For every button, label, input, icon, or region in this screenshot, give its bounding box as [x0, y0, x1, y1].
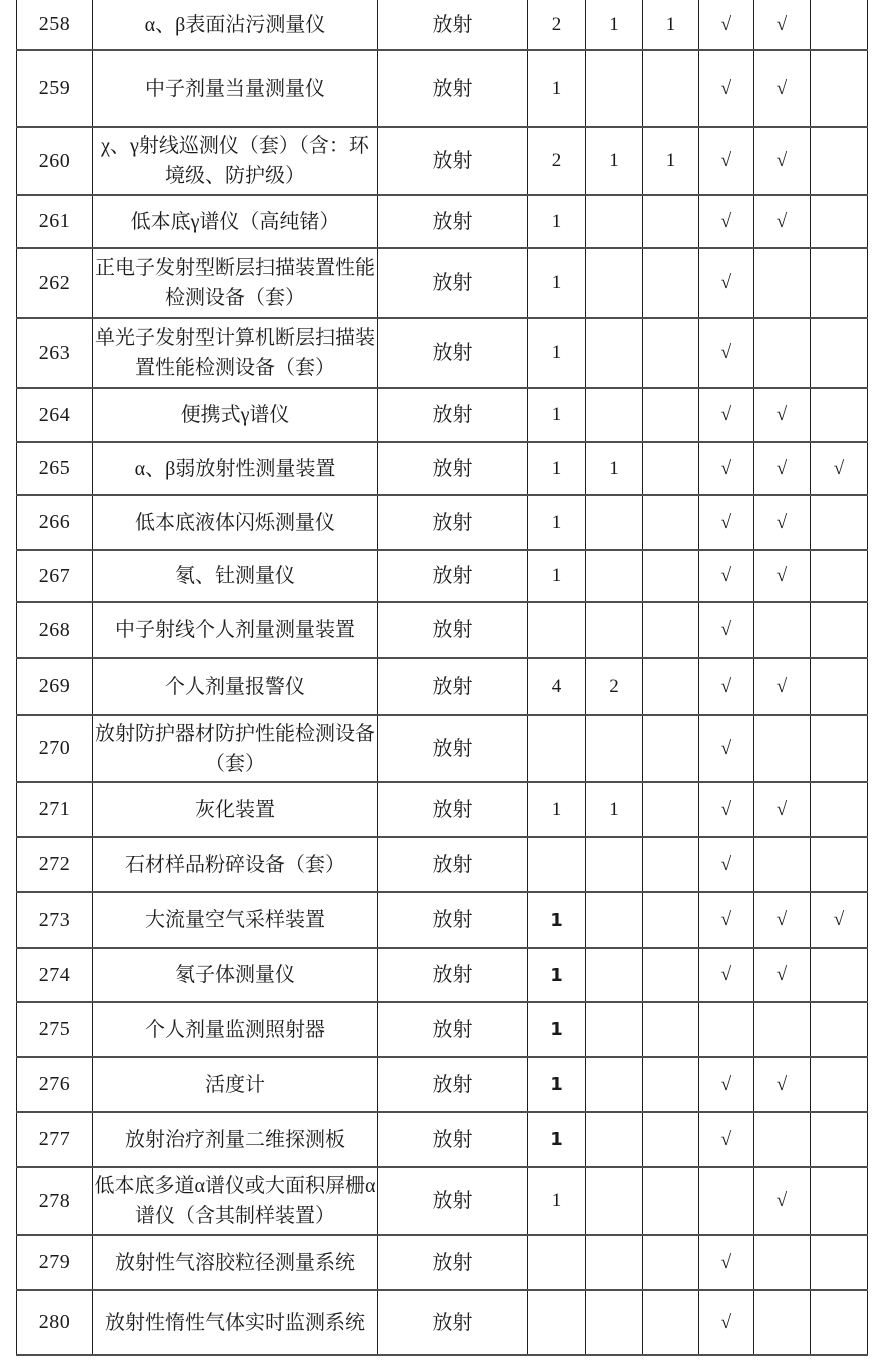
cell-check-1: √ — [699, 1290, 754, 1355]
cell-check-1: √ — [699, 948, 754, 1002]
table-row — [17, 50, 868, 127]
cell-equipment-name: α、β弱放射性测量装置 — [93, 442, 378, 495]
cell-check-2: √ — [754, 658, 811, 715]
cell-check-1: √ — [699, 550, 754, 602]
cell-quantity-2 — [586, 602, 643, 658]
cell-quantity-3 — [643, 948, 699, 1002]
cell-check-2 — [754, 1235, 811, 1290]
cell-category: 放射 — [378, 837, 528, 892]
cell-equipment-name: 石材样品粉碎设备（套） — [93, 837, 378, 892]
cell-check-1: √ — [699, 50, 754, 127]
cell-equipment-name: 放射性惰性气体实时监测系统 — [93, 1290, 378, 1355]
cell-equipment-name: 氡、钍测量仪 — [93, 550, 378, 602]
cell-check-2: √ — [754, 782, 811, 837]
cell-check-1: √ — [699, 1235, 754, 1290]
cell-check-2 — [754, 248, 811, 318]
cell-check-1: √ — [699, 127, 754, 195]
cell-check-2 — [754, 1002, 811, 1057]
cell-check-2 — [754, 602, 811, 658]
cell-quantity-3 — [643, 837, 699, 892]
cell-quantity-1: 1 — [528, 495, 586, 550]
cell-check-1: √ — [699, 442, 754, 495]
cell-quantity-2 — [586, 388, 643, 442]
table-row — [17, 837, 868, 892]
cell-check-3 — [811, 1057, 868, 1112]
cell-check-1: √ — [699, 837, 754, 892]
cell-quantity-2 — [586, 1112, 643, 1167]
cell-check-3 — [811, 1167, 868, 1235]
cell-category: 放射 — [378, 127, 528, 195]
cell-check-3: √ — [811, 892, 868, 948]
table-row — [17, 1112, 868, 1167]
cell-quantity-3 — [643, 715, 699, 782]
cell-row-number: 271 — [17, 782, 93, 837]
cell-quantity-2 — [586, 948, 643, 1002]
cell-quantity-3 — [643, 1167, 699, 1235]
cell-row-number: 276 — [17, 1057, 93, 1112]
cell-quantity-3 — [643, 782, 699, 837]
table-row — [17, 1002, 868, 1057]
cell-category: 放射 — [378, 1290, 528, 1355]
cell-category: 放射 — [378, 50, 528, 127]
cell-check-1: √ — [699, 1112, 754, 1167]
cell-check-3 — [811, 1290, 868, 1355]
cell-check-1: √ — [699, 495, 754, 550]
cell-quantity-1: 2 — [528, 127, 586, 195]
cell-equipment-name: 放射治疗剂量二维探测板 — [93, 1112, 378, 1167]
cell-check-3 — [811, 127, 868, 195]
table-row — [17, 892, 868, 948]
cell-check-3 — [811, 550, 868, 602]
cell-category: 放射 — [378, 318, 528, 388]
cell-row-number: 270 — [17, 715, 93, 782]
cell-row-number: 268 — [17, 602, 93, 658]
cell-equipment-name: 放射性气溶胶粒径测量系统 — [93, 1235, 378, 1290]
cell-row-number: 263 — [17, 318, 93, 388]
cell-quantity-2 — [586, 1167, 643, 1235]
table-row — [17, 782, 868, 837]
cell-row-number: 277 — [17, 1112, 93, 1167]
table-row — [17, 442, 868, 495]
cell-category: 放射 — [378, 495, 528, 550]
cell-quantity-2 — [586, 50, 643, 127]
cell-category: 放射 — [378, 892, 528, 948]
cell-check-2: √ — [754, 442, 811, 495]
cell-quantity-2: 1 — [586, 127, 643, 195]
cell-quantity-2: 1 — [586, 0, 643, 50]
cell-equipment-name: 个人剂量监测照射器 — [93, 1002, 378, 1057]
cell-quantity-1: 1 — [528, 550, 586, 602]
cell-category: 放射 — [378, 442, 528, 495]
cell-quantity-3 — [643, 248, 699, 318]
cell-check-3 — [811, 495, 868, 550]
table-row — [17, 1235, 868, 1290]
cell-category: 放射 — [378, 1002, 528, 1057]
cell-check-2: √ — [754, 50, 811, 127]
cell-check-1: √ — [699, 248, 754, 318]
cell-row-number: 262 — [17, 248, 93, 318]
cell-quantity-1 — [528, 1290, 586, 1355]
cell-quantity-1: 1 — [528, 195, 586, 248]
cell-quantity-2 — [586, 892, 643, 948]
cell-check-2: √ — [754, 948, 811, 1002]
table-row — [17, 550, 868, 602]
cell-quantity-3 — [643, 1057, 699, 1112]
cell-quantity-3 — [643, 195, 699, 248]
table-row — [17, 388, 868, 442]
cell-equipment-name: 大流量空气采样装置 — [93, 892, 378, 948]
cell-quantity-2 — [586, 495, 643, 550]
cell-row-number: 266 — [17, 495, 93, 550]
table-row — [17, 495, 868, 550]
cell-quantity-1: 1 — [528, 948, 586, 1002]
cell-quantity-2 — [586, 1057, 643, 1112]
table-row — [17, 0, 868, 50]
cell-check-3 — [811, 318, 868, 388]
cell-quantity-2 — [586, 837, 643, 892]
cell-check-2: √ — [754, 0, 811, 50]
cell-quantity-1: 1 — [528, 1002, 586, 1057]
cell-check-3 — [811, 1112, 868, 1167]
cell-quantity-1 — [528, 837, 586, 892]
table-row — [17, 948, 868, 1002]
cell-quantity-3 — [643, 602, 699, 658]
cell-row-number: 261 — [17, 195, 93, 248]
table-row — [17, 715, 868, 782]
cell-check-3 — [811, 715, 868, 782]
cell-equipment-name: 灰化装置 — [93, 782, 378, 837]
cell-check-2 — [754, 1290, 811, 1355]
cell-equipment-name: 中子剂量当量测量仪 — [93, 50, 378, 127]
cell-quantity-1 — [528, 715, 586, 782]
cell-check-1 — [699, 1002, 754, 1057]
cell-check-3 — [811, 50, 868, 127]
cell-quantity-2 — [586, 195, 643, 248]
cell-row-number: 275 — [17, 1002, 93, 1057]
cell-row-number: 269 — [17, 658, 93, 715]
cell-quantity-1: 1 — [528, 388, 586, 442]
cell-quantity-2 — [586, 1002, 643, 1057]
cell-check-2 — [754, 715, 811, 782]
cell-check-2 — [754, 1112, 811, 1167]
cell-check-2 — [754, 318, 811, 388]
cell-row-number: 274 — [17, 948, 93, 1002]
cell-category: 放射 — [378, 948, 528, 1002]
cell-check-2: √ — [754, 127, 811, 195]
cell-quantity-3 — [643, 1235, 699, 1290]
cell-category: 放射 — [378, 715, 528, 782]
cell-quantity-3 — [643, 550, 699, 602]
cell-check-1: √ — [699, 195, 754, 248]
table-row — [17, 127, 868, 195]
table-row — [17, 1290, 868, 1355]
cell-category: 放射 — [378, 1167, 528, 1235]
cell-category: 放射 — [378, 550, 528, 602]
cell-category: 放射 — [378, 1057, 528, 1112]
cell-check-3 — [811, 1002, 868, 1057]
cell-row-number: 264 — [17, 388, 93, 442]
cell-check-3: √ — [811, 442, 868, 495]
cell-quantity-1: 2 — [528, 0, 586, 50]
cell-row-number: 280 — [17, 1290, 93, 1355]
cell-row-number: 260 — [17, 127, 93, 195]
equipment-table-body — [17, 0, 868, 1355]
cell-equipment-name: 个人剂量报警仪 — [93, 658, 378, 715]
table-row — [17, 318, 868, 388]
cell-check-2: √ — [754, 1167, 811, 1235]
cell-check-3 — [811, 658, 868, 715]
cell-quantity-3 — [643, 442, 699, 495]
cell-quantity-2: 1 — [586, 782, 643, 837]
cell-category: 放射 — [378, 602, 528, 658]
cell-equipment-name: 便携式γ谱仪 — [93, 388, 378, 442]
table-row — [17, 658, 868, 715]
cell-quantity-3 — [643, 892, 699, 948]
cell-quantity-2 — [586, 1235, 643, 1290]
cell-check-3 — [811, 0, 868, 50]
cell-row-number: 273 — [17, 892, 93, 948]
cell-row-number: 272 — [17, 837, 93, 892]
table-row — [17, 602, 868, 658]
cell-quantity-3 — [643, 318, 699, 388]
cell-quantity-3 — [643, 495, 699, 550]
cell-equipment-name: 氡子体测量仪 — [93, 948, 378, 1002]
cell-category: 放射 — [378, 0, 528, 50]
cell-quantity-3 — [643, 1112, 699, 1167]
table-row — [17, 1057, 868, 1112]
cell-equipment-name: 正电子发射型断层扫描装置性能检测设备（套） — [93, 248, 378, 318]
cell-equipment-name: α、β表面沾污测量仪 — [93, 0, 378, 50]
cell-quantity-1: 1 — [528, 1057, 586, 1112]
cell-quantity-1: 4 — [528, 658, 586, 715]
cell-check-2: √ — [754, 892, 811, 948]
cell-check-3 — [811, 248, 868, 318]
cell-quantity-1: 1 — [528, 892, 586, 948]
cell-quantity-1: 1 — [528, 318, 586, 388]
cell-quantity-2 — [586, 1290, 643, 1355]
cell-check-2: √ — [754, 550, 811, 602]
cell-row-number: 259 — [17, 50, 93, 127]
cell-equipment-name: 低本底液体闪烁测量仪 — [93, 495, 378, 550]
cell-check-2 — [754, 837, 811, 892]
cell-quantity-1 — [528, 1235, 586, 1290]
cell-quantity-3 — [643, 1290, 699, 1355]
cell-quantity-1: 1 — [528, 1112, 586, 1167]
cell-check-1: √ — [699, 715, 754, 782]
cell-row-number: 278 — [17, 1167, 93, 1235]
cell-check-1: √ — [699, 602, 754, 658]
cell-check-2: √ — [754, 388, 811, 442]
cell-check-1 — [699, 1167, 754, 1235]
cell-row-number: 279 — [17, 1235, 93, 1290]
cell-quantity-1: 1 — [528, 1167, 586, 1235]
table-row — [17, 195, 868, 248]
cell-check-3 — [811, 388, 868, 442]
cell-row-number: 265 — [17, 442, 93, 495]
cell-check-2: √ — [754, 195, 811, 248]
cell-check-3 — [811, 1235, 868, 1290]
cell-quantity-1 — [528, 602, 586, 658]
cell-equipment-name: χ、γ射线巡测仪（套）（含：环境级、防护级） — [93, 127, 378, 195]
cell-quantity-2: 1 — [586, 442, 643, 495]
cell-check-2: √ — [754, 1057, 811, 1112]
cell-check-1: √ — [699, 1057, 754, 1112]
cell-category: 放射 — [378, 1112, 528, 1167]
cell-quantity-1: 1 — [528, 442, 586, 495]
cell-category: 放射 — [378, 388, 528, 442]
cell-quantity-3: 1 — [643, 0, 699, 50]
cell-category: 放射 — [378, 782, 528, 837]
cell-row-number: 258 — [17, 0, 93, 50]
cell-quantity-2 — [586, 550, 643, 602]
cell-check-1: √ — [699, 892, 754, 948]
cell-equipment-name: 低本底γ谱仪（高纯锗） — [93, 195, 378, 248]
cell-equipment-name: 活度计 — [93, 1057, 378, 1112]
cell-quantity-2 — [586, 318, 643, 388]
cell-check-2: √ — [754, 495, 811, 550]
cell-equipment-name: 放射防护器材防护性能检测设备（套） — [93, 715, 378, 782]
cell-equipment-name: 低本底多道α谱仪或大面积屏栅α谱仪（含其制样装置） — [93, 1167, 378, 1235]
cell-quantity-2 — [586, 715, 643, 782]
cell-category: 放射 — [378, 248, 528, 318]
table-row — [17, 1167, 868, 1235]
cell-equipment-name: 单光子发射型计算机断层扫描装置性能检测设备（套） — [93, 318, 378, 388]
equipment-table — [16, 0, 868, 1356]
cell-equipment-name: 中子射线个人剂量测量装置 — [93, 602, 378, 658]
cell-quantity-1: 1 — [528, 50, 586, 127]
cell-row-number: 267 — [17, 550, 93, 602]
cell-check-1: √ — [699, 782, 754, 837]
cell-quantity-3 — [643, 658, 699, 715]
cell-check-3 — [811, 837, 868, 892]
cell-check-3 — [811, 948, 868, 1002]
cell-check-1: √ — [699, 658, 754, 715]
cell-quantity-1: 1 — [528, 248, 586, 318]
cell-quantity-3: 1 — [643, 127, 699, 195]
cell-check-3 — [811, 782, 868, 837]
table-row — [17, 248, 868, 318]
cell-check-3 — [811, 195, 868, 248]
cell-quantity-2 — [586, 248, 643, 318]
cell-category: 放射 — [378, 195, 528, 248]
cell-check-1: √ — [699, 388, 754, 442]
cell-category: 放射 — [378, 658, 528, 715]
cell-quantity-3 — [643, 1002, 699, 1057]
cell-quantity-2: 2 — [586, 658, 643, 715]
cell-quantity-3 — [643, 50, 699, 127]
cell-check-1: √ — [699, 318, 754, 388]
cell-check-3 — [811, 602, 868, 658]
cell-quantity-1: 1 — [528, 782, 586, 837]
cell-quantity-3 — [643, 388, 699, 442]
cell-check-1: √ — [699, 0, 754, 50]
cell-category: 放射 — [378, 1235, 528, 1290]
